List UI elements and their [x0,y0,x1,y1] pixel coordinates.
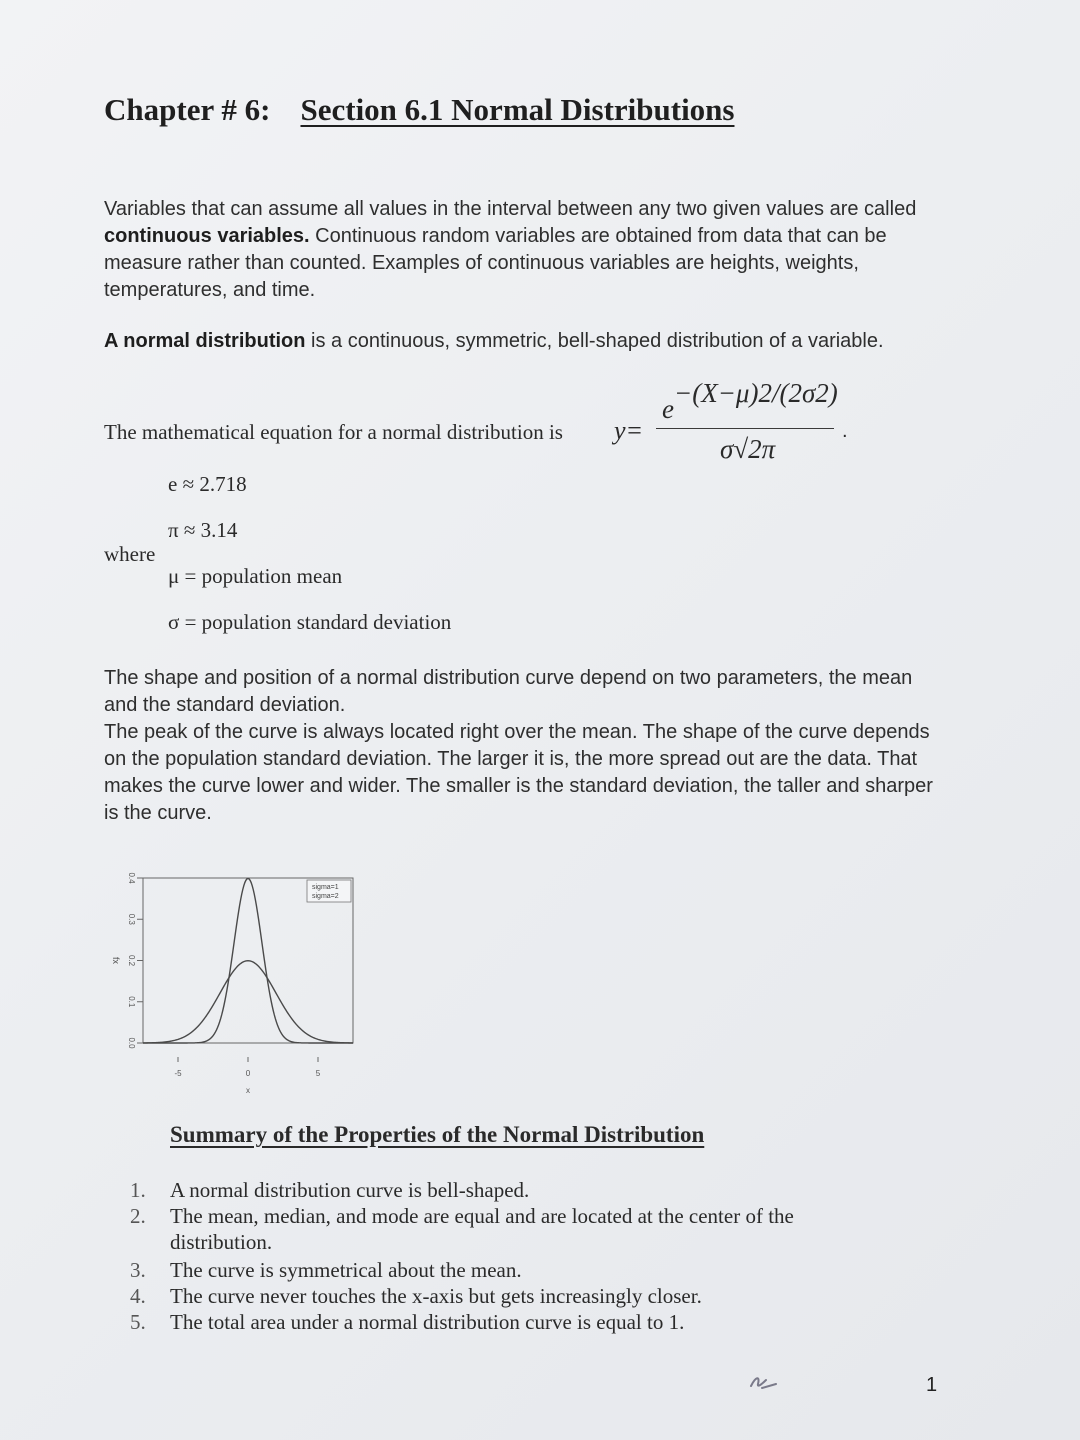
chart-legend [307,880,351,902]
chapter-label: Chapter # 6: [104,92,271,127]
curves [143,878,353,1043]
y-axis [111,872,143,1049]
x-tick-label: -5 [174,1069,182,1078]
list-item: 5. The total area under a normal distribution curve is equal to 1. [130,1310,685,1334]
definition-term: A normal distribution [104,330,306,352]
legend-entry: sigma=2 [312,893,339,900]
section-title: Section 6.1 Normal Distributions [300,92,735,127]
x-axis-label: x [246,1086,250,1095]
symbol-pi: π ≈ 3.14 [168,518,238,542]
page-number: 1 [926,1374,938,1396]
y-tick-label: 0.4 [127,872,136,884]
shape-paragraph-1: The shape and position of a normal distribution curve depend on two parameters, the mean and the standard deviation. [104,667,913,716]
x-tick-label: 0 [245,1069,251,1078]
list-item: 3. The curve is symmetrical about the mean. [130,1258,522,1282]
normal-curves-chart [100,870,370,1115]
y-tick-label: 0.2 [127,954,136,967]
pen-mark-icon [748,1372,780,1394]
x-axis [174,1057,320,1095]
shape-paragraph-2: The peak of the curve is always located right over the mean. The shape of the curve depends on the population standard deviation. The larger it is, the more spread out are the data. That makes the curve lower and wider. The smaller is the standard deviation, the taller and sharper is the curve. [104,721,933,824]
intro-lead: Variables that can assume all values in the interval between any two given values are called [104,198,917,220]
shape-paragraph [104,665,940,827]
equation-label: The mathematical equation for a normal distribution is [104,420,563,444]
intro-rest: Continuous random variables are obtained from data that can be measure rather than counted. Examples of continuous variables are heights, weights, temperatures, and time. [104,225,887,301]
summary-list [130,1177,910,1335]
bleed-through-text [120,152,125,175]
symbol-e: e ≈ 2.718 [168,472,247,496]
normal-distribution-definition [104,328,944,355]
symbol-sigma: σ = population standard deviation [168,610,452,634]
x-tick-label: 5 [315,1069,321,1078]
page-title [104,92,734,128]
y-axis-label: fx [111,956,121,965]
equation-end: . [842,420,848,442]
where-label: where [104,542,156,566]
equation-lhs: y= [614,416,644,445]
fraction-bar [656,428,834,429]
list-item: 1. A normal distribution curve is bell-shaped. [130,1178,530,1202]
list-item: 4. The curve never touches the x-axis but gets increasingly closer. [130,1284,702,1308]
equation-denominator: σ√2π [720,434,776,464]
y-tick-label: 0.3 [127,913,136,925]
equation-base: e [662,394,674,424]
y-tick-label: 0.0 [127,1037,136,1049]
y-tick-label: 0.1 [127,996,136,1008]
equation-numerator [662,378,838,425]
list-item: 2. The mean, median, and mode are equal and are located at the center of the distribution. [130,1204,794,1254]
series-line-sigma=2 [143,961,353,1043]
summary-title: Summary of the Properties of the Normal Distribution [170,1122,705,1147]
intro-paragraph [104,196,944,304]
equation-exponent: −(X−μ)2/(2σ2) [673,378,838,408]
symbol-mu: μ = population mean [168,564,343,588]
intro-term: continuous variables. [104,225,310,247]
legend-entry: sigma=1 [312,884,339,891]
definition-rest: is a continuous, symmetric, bell-shaped distribution of a variable. [305,330,884,352]
